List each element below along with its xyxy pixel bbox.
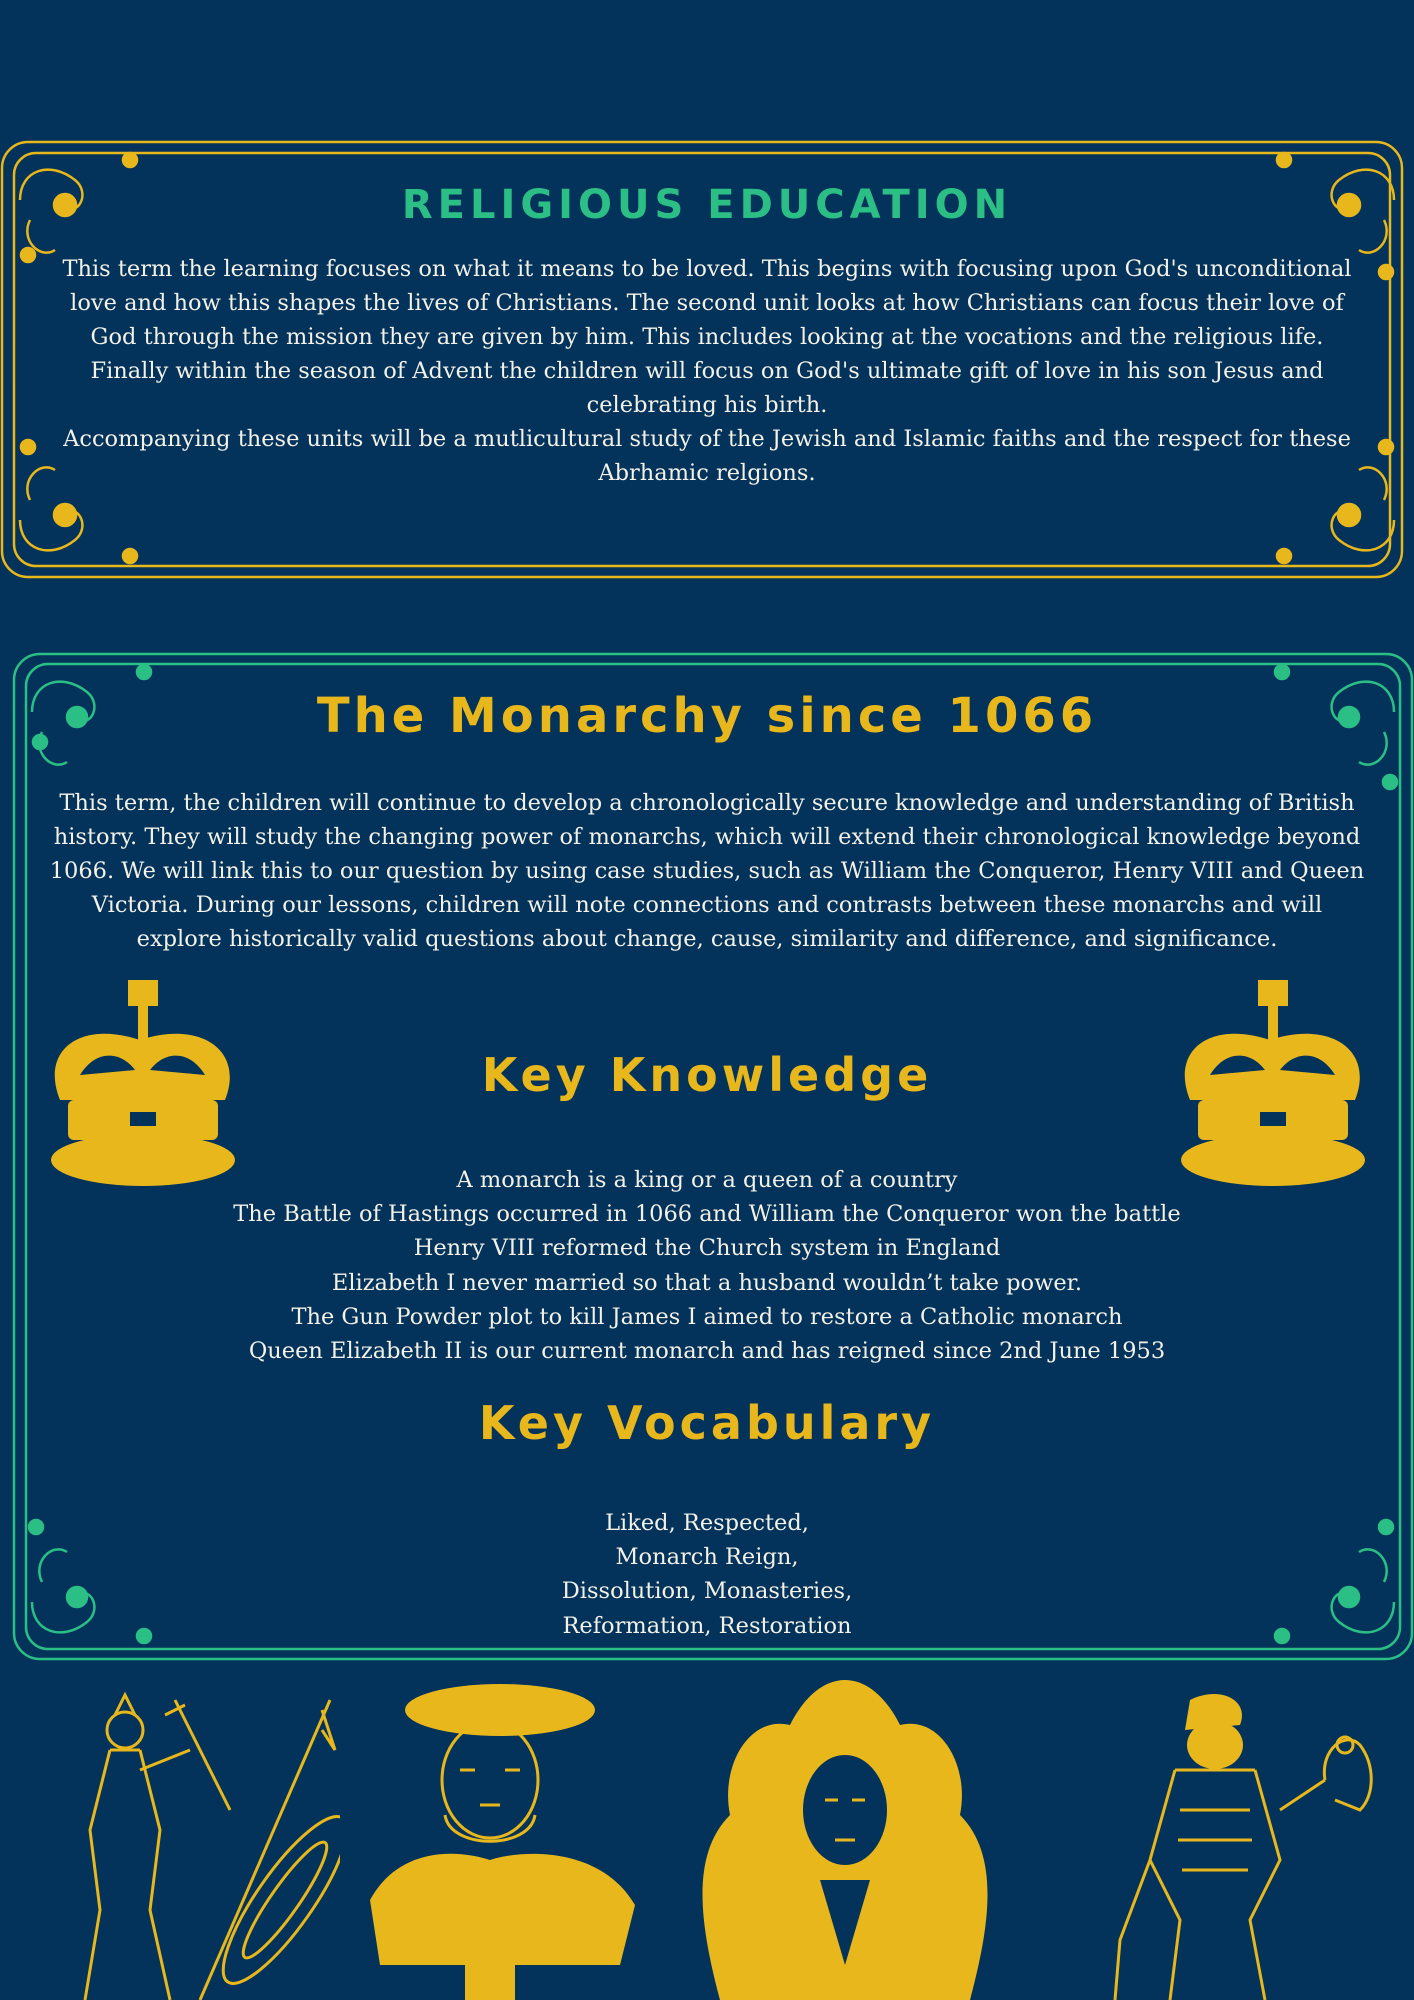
list-item: Queen Elizabeth II is our current monarch and has reigned since 2nd June 1953 (248, 1338, 1166, 1365)
key-knowledge-list (0, 1163, 1414, 1368)
tudor-nobleman-falcon-illustration (1090, 1690, 1380, 2000)
list-item: Liked, Respected, (605, 1510, 809, 1536)
religious-education-paragraph: This term the learning focuses on what it means to be loved. This begins with focusing upon God's unconditional love and how this shapes the lives of Christians. The second unit looks at how Christians can focus their love of God through the mission they are given by him. This includes looking at the vocations and the religious life. Finally within the season of Advent the children will focus on God's ultimate gift of love in his son Jesus and celebrating his birth. (62, 256, 1352, 418)
list-item: The Battle of Hastings occurred in 1066 and William the Conqueror won the battle (233, 1201, 1181, 1228)
list-item: Henry VIII reformed the Church system in England (413, 1235, 1001, 1262)
monarchy-title: The Monarchy since 1066 (316, 688, 1098, 744)
religious-education-paragraph-2: Accompanying these units will be a mutlicultural study of the Jewish and Islamic faiths and the respect for these Abrhamic relgions. (63, 426, 1351, 486)
norman-knight-illustration (60, 1690, 340, 2000)
religious-education-title: RELIGIOUS EDUCATION (401, 182, 1013, 228)
key-vocabulary-list (0, 1506, 1414, 1643)
elizabeth-i-illustration (670, 1675, 1020, 2000)
list-item: A monarch is a king or a queen of a country (456, 1167, 958, 1193)
list-item: Dissolution, Monasteries, (561, 1578, 853, 1605)
monarchy-paragraph: This term, the children will continue to develop a chronologically secure knowledge and understanding of British history. They will study the changing power of monarchs, which will extend their chronological knowledge beyond 1066. We will link this to our question by using case studies, such as William the Conqueror, Henry VIII and Queen Victoria. During our lessons, children will note connections and contrasts between these monarchs and will explore historically valid questions about change, cause, similarity and difference, and significance. (49, 790, 1365, 952)
religious-education-text (60, 252, 1354, 490)
key-knowledge-title: Key Knowledge (481, 1048, 933, 1102)
list-item: Elizabeth I never married so that a husband wouldn’t take power. (331, 1269, 1083, 1296)
key-vocabulary-title: Key Vocabulary (478, 1396, 936, 1450)
list-item: Reformation, Restoration (562, 1612, 852, 1639)
list-item: Monarch Reign, (615, 1544, 799, 1571)
henry-viii-illustration (370, 1675, 640, 2000)
list-item: The Gun Powder plot to kill James I aimed to restore a Catholic monarch (291, 1303, 1123, 1330)
